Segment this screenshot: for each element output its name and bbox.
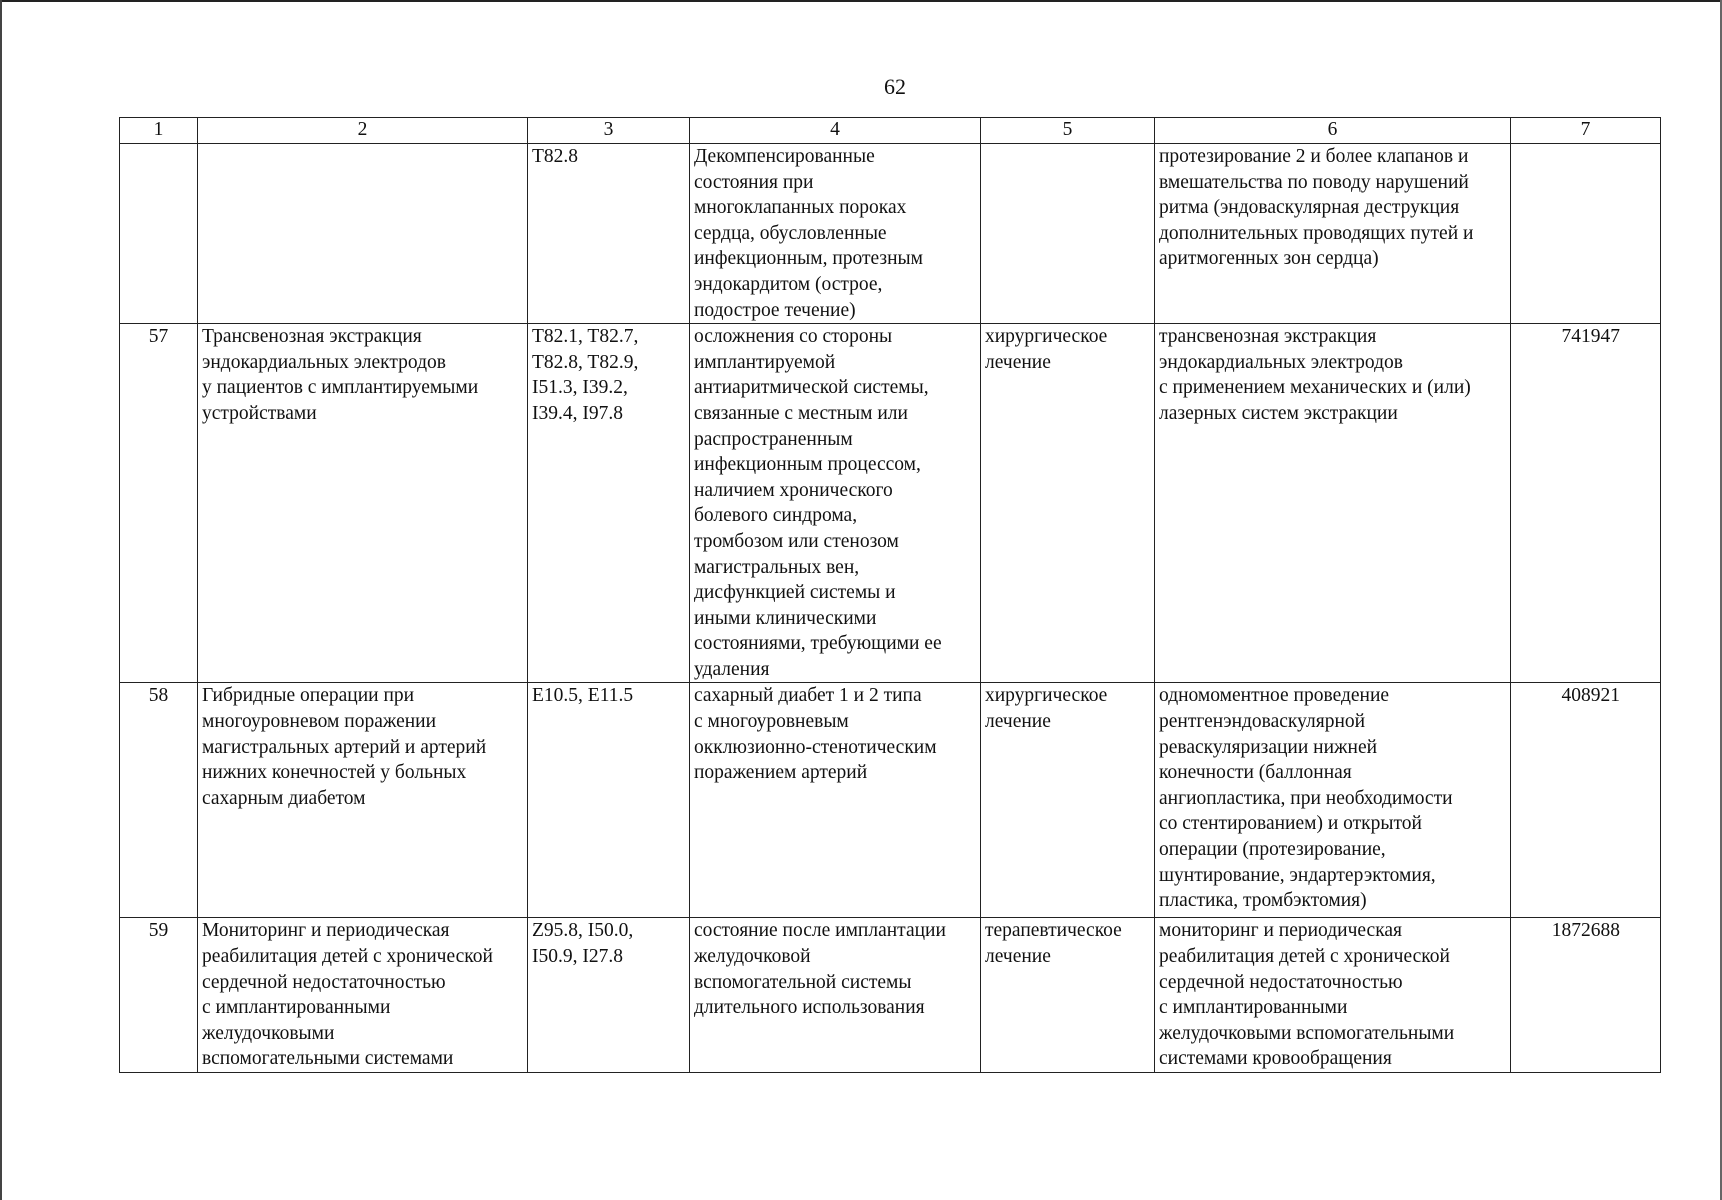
diagnosis-codes-cell: T82.8 bbox=[528, 144, 690, 324]
care-type-cell bbox=[198, 144, 528, 324]
treatment-type-cell: хирургическое лечение bbox=[981, 324, 1155, 683]
cost-cell bbox=[1511, 144, 1661, 324]
treatment-type-cell bbox=[981, 144, 1155, 324]
diagnosis-codes-cell: T82.1, T82.7, T82.8, T82.9, I51.3, I39.2, I39.4, I97.8 bbox=[528, 324, 690, 683]
scan-edge-top bbox=[0, 0, 1722, 2]
treatment-method-cell: одномоментное проведение рентгенэндоваскулярной реваскуляризации нижней конечности (баллонная ангиопластика, при необходимости со стентированием) и открытой операции (протезирование, шунтирование, эндартерэктомия, пластика, тромбэктомия) bbox=[1155, 683, 1511, 918]
diagnosis-codes-cell: Z95.8, I50.0, I50.9, I27.8 bbox=[528, 918, 690, 1073]
header-cell-7: 7 bbox=[1511, 118, 1661, 144]
care-type-cell: Трансвенозная экстракция эндокардиальных электродов у пациентов с имплантируемыми устройствами bbox=[198, 324, 528, 683]
header-cell-4: 4 bbox=[690, 118, 981, 144]
table-row bbox=[120, 918, 1661, 1073]
cost-cell: 741947 bbox=[1511, 324, 1661, 683]
patient-model-cell: состояние после имплантации желудочковой вспомогательной системы длительного использования bbox=[690, 918, 981, 1073]
cost-cell: 1872688 bbox=[1511, 918, 1661, 1073]
table-header-row bbox=[120, 118, 1661, 144]
care-type-cell: Мониторинг и периодическая реабилитация детей с хронической сердечной недостаточностью с имплантированными желудочковыми вспомогательными системами bbox=[198, 918, 528, 1073]
scan-edge-left bbox=[0, 0, 2, 1200]
patient-model-cell: сахарный диабет 1 и 2 типа с многоуровневым окклюзионно-стенотическим поражением артерий bbox=[690, 683, 981, 918]
header-cell-5: 5 bbox=[981, 118, 1155, 144]
table-row bbox=[120, 324, 1661, 683]
row-number-cell: 57 bbox=[120, 324, 198, 683]
patient-model-cell: осложнения со стороны имплантируемой антиаритмической системы, связанные с местным или распространенным инфекционным процессом, наличием хронического болевого синдрома, тромбозом или стенозом магистральных вен, дисфункцией системы и иными клиническими состояниями, требующими ее удаления bbox=[690, 324, 981, 683]
table-row bbox=[120, 683, 1661, 918]
treatment-type-cell: хирургическое лечение bbox=[981, 683, 1155, 918]
header-cell-3: 3 bbox=[528, 118, 690, 144]
header-cell-6: 6 bbox=[1155, 118, 1511, 144]
care-type-cell: Гибридные операции при многоуровневом поражении магистральных артерий и артерий нижних конечностей у больных сахарным диабетом bbox=[198, 683, 528, 918]
treatment-method-cell: протезирование 2 и более клапанов и вмешательства по поводу нарушений ритма (эндоваскулярная деструкция дополнительных проводящих путей и аритмогенных зон сердца) bbox=[1155, 144, 1511, 324]
page-number: 62 bbox=[884, 74, 906, 99]
header-cell-2: 2 bbox=[198, 118, 528, 144]
cost-cell: 408921 bbox=[1511, 683, 1661, 918]
row-number-cell bbox=[120, 144, 198, 324]
treatment-method-cell: мониторинг и периодическая реабилитация детей с хронической сердечной недостаточностью с имплантированными желудочковыми вспомогательными системами кровообращения bbox=[1155, 918, 1511, 1073]
row-number-cell: 59 bbox=[120, 918, 198, 1073]
header-cell-1: 1 bbox=[120, 118, 198, 144]
treatment-method-cell: трансвенозная экстракция эндокардиальных электродов с применением механических и (или) лазерных систем экстракции bbox=[1155, 324, 1511, 683]
medical-care-table bbox=[119, 117, 1661, 1073]
table-row bbox=[120, 144, 1661, 324]
row-number-cell: 58 bbox=[120, 683, 198, 918]
treatment-type-cell: терапевтическое лечение bbox=[981, 918, 1155, 1073]
diagnosis-codes-cell: E10.5, E11.5 bbox=[528, 683, 690, 918]
patient-model-cell: Декомпенсированные состояния при многоклапанных пороках сердца, обусловленные инфекционным, протезным эндокардитом (острое, подострое течение) bbox=[690, 144, 981, 324]
